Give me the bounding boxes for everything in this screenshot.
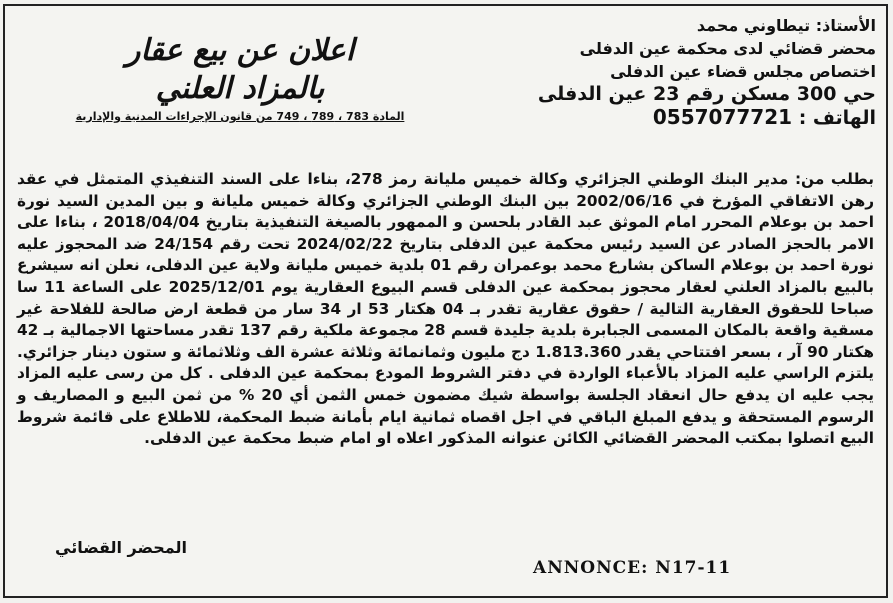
page-title: اعلان عن بيع عقار	[125, 33, 355, 68]
announcement-frame	[3, 4, 888, 598]
annonce-number: ANNONCE: N17-11	[533, 558, 732, 578]
announcement-body: بطلب من: مدير البنك الوطني الجزائري وكالة خميس مليانة رمز 278، بناءا على السند التنفيذي المتمثل في عقد رهن الاتفاقي المؤرخ في 2002/06/16 بين البنك الوطني الجزائري وكالة خميس مليانة و بين المدين السيد نورة احمد بن بوعلام المحرر امام الموثق عبد القادر بلحسن و الممهور بالصيغة التنفيذية بتاريخ 2018/04/04 ، بناءا على الامر بالحجز الصادر عن السيد رئيس محكمة عين الدفلى بتاريخ 2024/02/22 تحت رقم 24/154 ضد المحجوز عليه نورة احمد بن بوعلام الساكن بشارع محمد بوعمران رقم 01 بلدية خميس مليانة ولاية عين الدفلى، نعلن انه سيشرع بالبيع بالمزاد العلني لعقار محجوز بمحكمة عين الدفلى قسم البيوع العقارية يوم 2025/12/01 على الساعة 11 سا صباحا للحقوق العقارية التالية / حقوق عقارية تقدر بـ 04 هكتار 53 ار 34 سار من قطعة ارض صالحة للفلاحة غير مسقية واقعة بالمكان المسمى الجبابرة بلدية جليدة قسم 28 مجموعة ملكية رقم 137 تقدر مساحتها الاجمالية بـ 42 هكتار 90 آر ، بسعر افتتاحي يقدر 1.813.360 دج مليون وثمانمائة وثلاثة عشرة الف وثلاثمائة و ستون دينار جزائري. يلتزم الراسي عليه المزاد بالأعباء الواردة في دفتر الشروط المودع بمحكمة عين الدفلى . كل من رسى عليه المزاد يجب عليه ان يدفع حال انعقاد الجلسة بواسطة شيك مضمون خمس الثمن أي 20 % من ثمن البيع و المصاريف و الرسوم المستحقة و يدفع المبلغ الباقي في اجل اقصاه ثمانية ايام بأمانة ضبط المحكمة، للاطلاع على قائمة شروط البيع اتصلوا بمكتب المحضر القضائي الكائن عنوانه المذكور اعلاه او امام ضبط محكمة عين الدفلى.	[17, 170, 875, 448]
phone-label: الهاتف :	[798, 107, 876, 129]
address-line: حي 300 مسكن رقم 23 عين الدفلى	[537, 83, 876, 105]
professional-name: الأستاذ: تيطاوني محمد	[696, 16, 876, 35]
title-block	[25, 32, 455, 123]
signature: المحضر القضائي	[55, 538, 188, 557]
legal-reference: المادة 783 ، 789 ، 749 من قانون الإجراءات المدنية والإدارية	[75, 110, 405, 123]
jurisdiction-line: اختصاص مجلس قضاء عين الدفلى	[610, 62, 876, 81]
page-subtitle: بالمزاد العلني	[155, 71, 325, 106]
office-line: محضر قضائي لدى محكمة عين الدفلى	[579, 39, 876, 58]
phone-line	[456, 106, 876, 130]
bailiff-header	[456, 14, 876, 130]
phone-number: 0557077721	[652, 105, 793, 129]
